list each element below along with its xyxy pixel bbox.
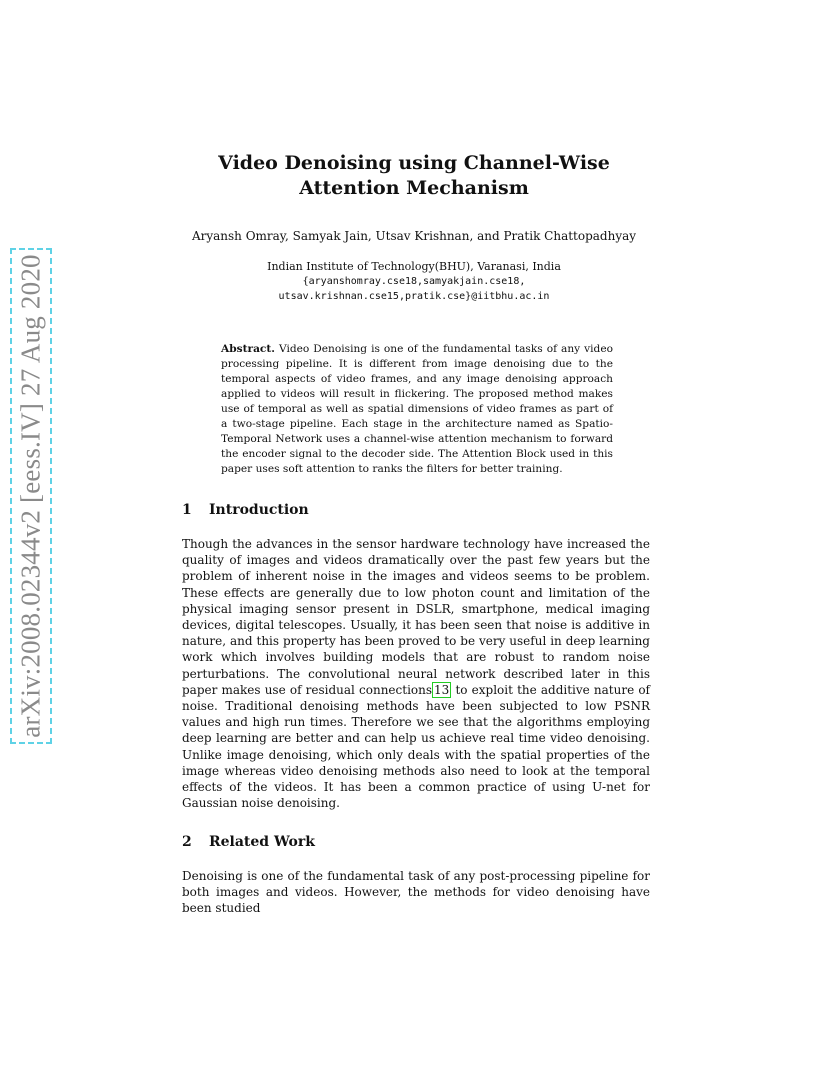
section-title: Introduction [209,502,309,518]
paper-title: Video Denoising using Channel-Wise Attention Mechanism [218,152,610,199]
abstract [221,342,613,477]
section-heading-introduction [182,502,309,518]
section-number: 2 [182,834,192,850]
arxiv-stamp [10,248,52,744]
abstract-text: Video Denoising is one of the fundamental tasks of any video processing pipeline. It is different from image denoising due to the temporal aspects of video frames, and any image denoising approach applied to videos will result in flickering. The proposed method makes use of temporal as well as spatial dimensions of video frames as part of a two-stage pipeline. Each stage in the architecture named as Spatio-Temporal Network uses a channel-wise attention mechanism to forward the encoder signal to the decoder side. The Attention Block used in this paper uses soft attention to ranks the filters for better training. [221,343,613,475]
institute: Indian Institute of Technology(BHU), Varanasi, India [267,260,561,273]
arxiv-identifier: arXiv:2008.02344v2 [eess.IV] 27 Aug 2020 [15,254,46,738]
affiliation [200,259,628,304]
introduction-paragraph [182,536,650,811]
section-number: 1 [182,502,192,518]
abstract-label: Abstract. [221,343,275,355]
intro-text-before-cite: Though the advances in the sensor hardware technology have increased the quality of images and videos dramatically over the past few years but the problem of inherent noise in the images and videos seems to be problem. These effects are generally due to low photon count and limitation of the physical imaging sensor present in DSLR, smartphone, medical imaging devices, digital telescopes. Usually, it has been seen that noise is additive in nature, and this property has been proved to be very useful in deep learning work which involves building models that are robust to random noise perturbations. The convolutional neural network described later in this paper makes use of residual connections [182,537,650,697]
email-line-1: {aryanshomray.cse18,samyakjain.cse18, [302,276,526,287]
email-line-2: utsav.krishnan.cse15,pratik.cse}@iitbhu.ac.in [278,291,550,302]
section-title: Related Work [209,834,315,850]
citation-link[interactable]: 13 [434,682,450,697]
related-work-paragraph: Denoising is one of the fundamental task of any post-processing pipeline for both images and videos. However, the methods for video denoising have been studied [182,869,650,916]
author-list: Aryansh Omray, Samyak Jain, Utsav Krishnan, and Pratik Chattopadhyay [191,229,637,243]
section-heading-related-work [182,834,315,850]
intro-text-after-cite: to exploit the additive nature of noise. Traditional denoising methods have been subjected to low PSNR values and high run times. Therefore we see that the algorithms employing deep learning are better and can help us achieve real time video denoising. Unlike image denoising, which only deals with the spatial properties of the image whereas video denoising methods also need to look at the temporal effects of the videos. It has been a common practice of using U-net for Gaussian noise denoising. [182,682,650,811]
